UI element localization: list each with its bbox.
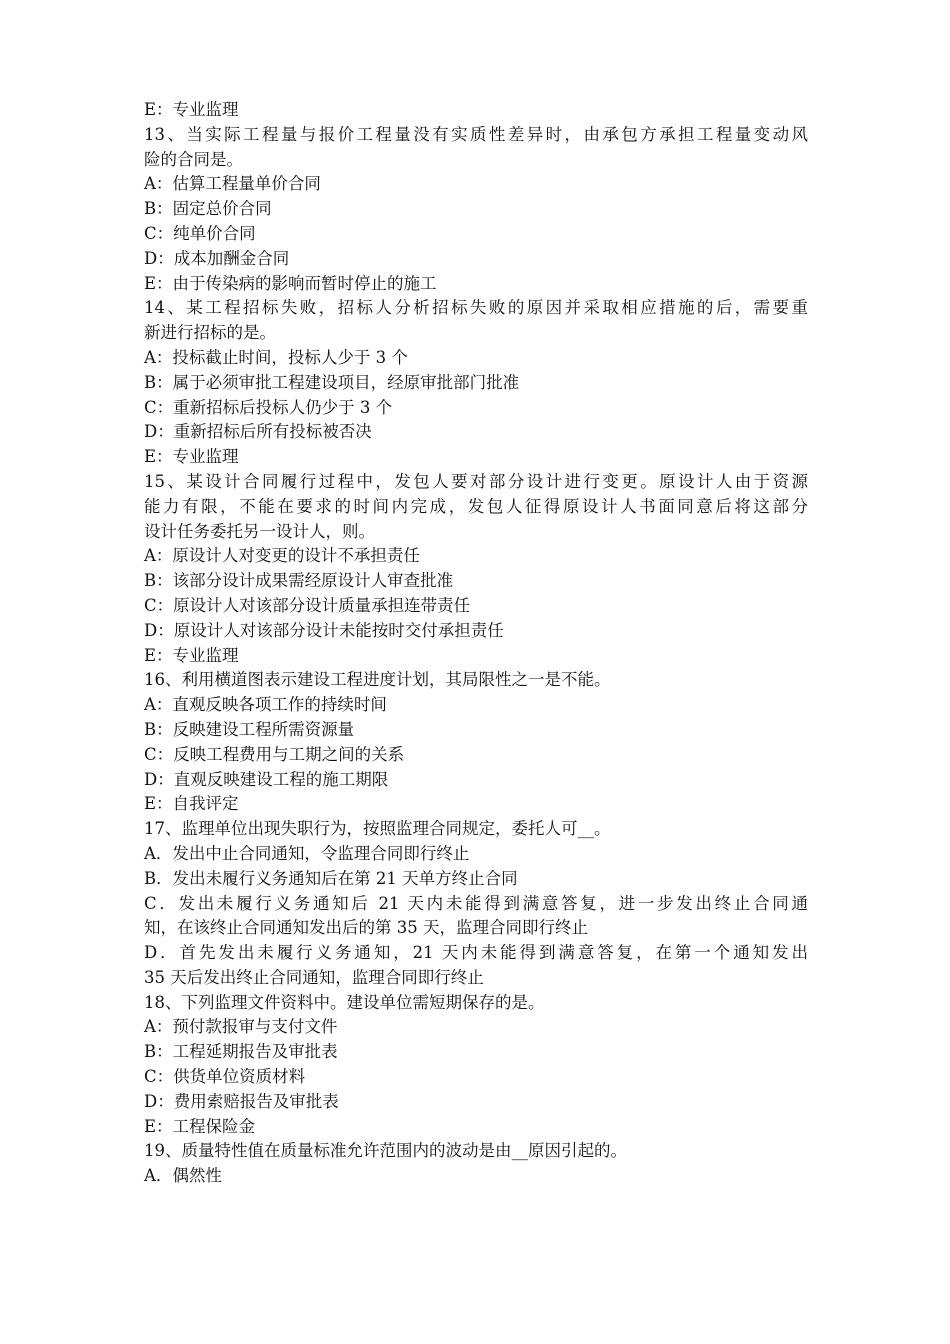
question-16-line-1: 16、利用横道图表示建设工程进度计划，其局限性之一是不能。	[144, 670, 611, 690]
question-13-line-2: 险的合同是。	[144, 149, 243, 169]
option-line: C：重新招标后投标人仍少于 3 个	[144, 397, 393, 417]
option-line: E：专业监理	[144, 447, 239, 467]
document-body	[144, 98, 808, 1189]
option-line: D：原设计人对该部分设计未能按时交付承担责任	[144, 620, 504, 640]
question-13-line-1: 13、当实际工程量与报价工程量没有实质性差异时，由承包方承担工程量变动风	[144, 124, 808, 144]
option-line: E：工程保险金	[144, 1116, 256, 1136]
question-14-line-2: 新进行招标的是。	[144, 323, 276, 343]
question-15-line-2: 能力有限，不能在要求的时间内完成，发包人征得原设计人书面同意后将这部分	[144, 496, 808, 516]
option-line: A．发出中止合同通知，令监理合同即行终止	[144, 843, 470, 863]
option-line: A：估算工程量单价合同	[144, 174, 321, 194]
option-line: 知，在该终止合同通知发出后的第 35 天，监理合同即行终止	[144, 918, 588, 938]
option-line: C：供货单位资质材料	[144, 1067, 306, 1087]
option-line: E：专业监理	[144, 645, 239, 665]
question-14-line-1: 14、某工程招标失败，招标人分析招标失败的原因并采取相应措施的后，需要重	[144, 298, 808, 318]
option-line: D：直观反映建设工程的施工期限	[144, 769, 389, 789]
option-line: A：原设计人对变更的设计不承担责任	[144, 546, 420, 566]
option-line: B：反映建设工程所需资源量	[144, 719, 355, 739]
option-line: B：固定总价合同	[144, 199, 272, 219]
text-line: E：专业监理	[144, 100, 239, 119]
option-line: C．发出未履行义务通知后 21 天内未能得到满意答复，进一步发出终止合同通	[144, 893, 808, 913]
option-line: B：属于必须审批工程建设项目，经原审批部门批准	[144, 372, 520, 392]
question-18-line-1: 18、下列监理文件资料中。建设单位需短期保存的是。	[144, 992, 545, 1012]
option-line: B：工程延期报告及审批表	[144, 1042, 338, 1062]
option-line: B．发出未履行义务通知后在第 21 天单方终止合同	[144, 868, 518, 888]
option-line: C：反映工程费用与工期之间的关系	[144, 744, 405, 764]
option-line: C：原设计人对该部分设计质量承担连带责任	[144, 595, 471, 615]
option-line: A：预付款报审与支付文件	[144, 1017, 338, 1037]
option-line: C：纯单价合同	[144, 223, 256, 243]
option-line: D：费用索赔报告及审批表	[144, 1091, 339, 1111]
option-line: E：由于传染病的影响而暂时停止的施工	[144, 273, 437, 293]
option-line: E：自我评定	[144, 794, 239, 814]
option-line: 35 天后发出终止合同通知，监理合同即行终止	[144, 967, 484, 987]
question-17-line-1: 17、监理单位出现失职行为，按照监理合同规定，委托人可__。	[144, 819, 611, 839]
option-line: A：直观反映各项工作的持续时间	[144, 695, 387, 715]
question-15-line-1: 15、某设计合同履行过程中，发包人要对部分设计进行变更。原设计人由于资源	[144, 471, 808, 491]
question-15-line-3: 设计任务委托另一设计人，则。	[144, 521, 375, 541]
option-line: D．首先发出未履行义务通知，21 天内未能得到满意答复，在第一个通知发出	[144, 943, 808, 963]
option-line: A：投标截止时间，投标人少于 3 个	[144, 347, 408, 367]
option-line: A．偶然性	[144, 1166, 222, 1186]
option-line: D：重新招标后所有投标被否决	[144, 422, 372, 442]
question-19-line-1: 19、质量特性值在质量标准允许范围内的波动是由__原因引起的。	[144, 1141, 627, 1161]
option-line: D：成本加酬金合同	[144, 248, 290, 268]
option-line: B：该部分设计成果需经原设计人审查批准	[144, 571, 454, 591]
